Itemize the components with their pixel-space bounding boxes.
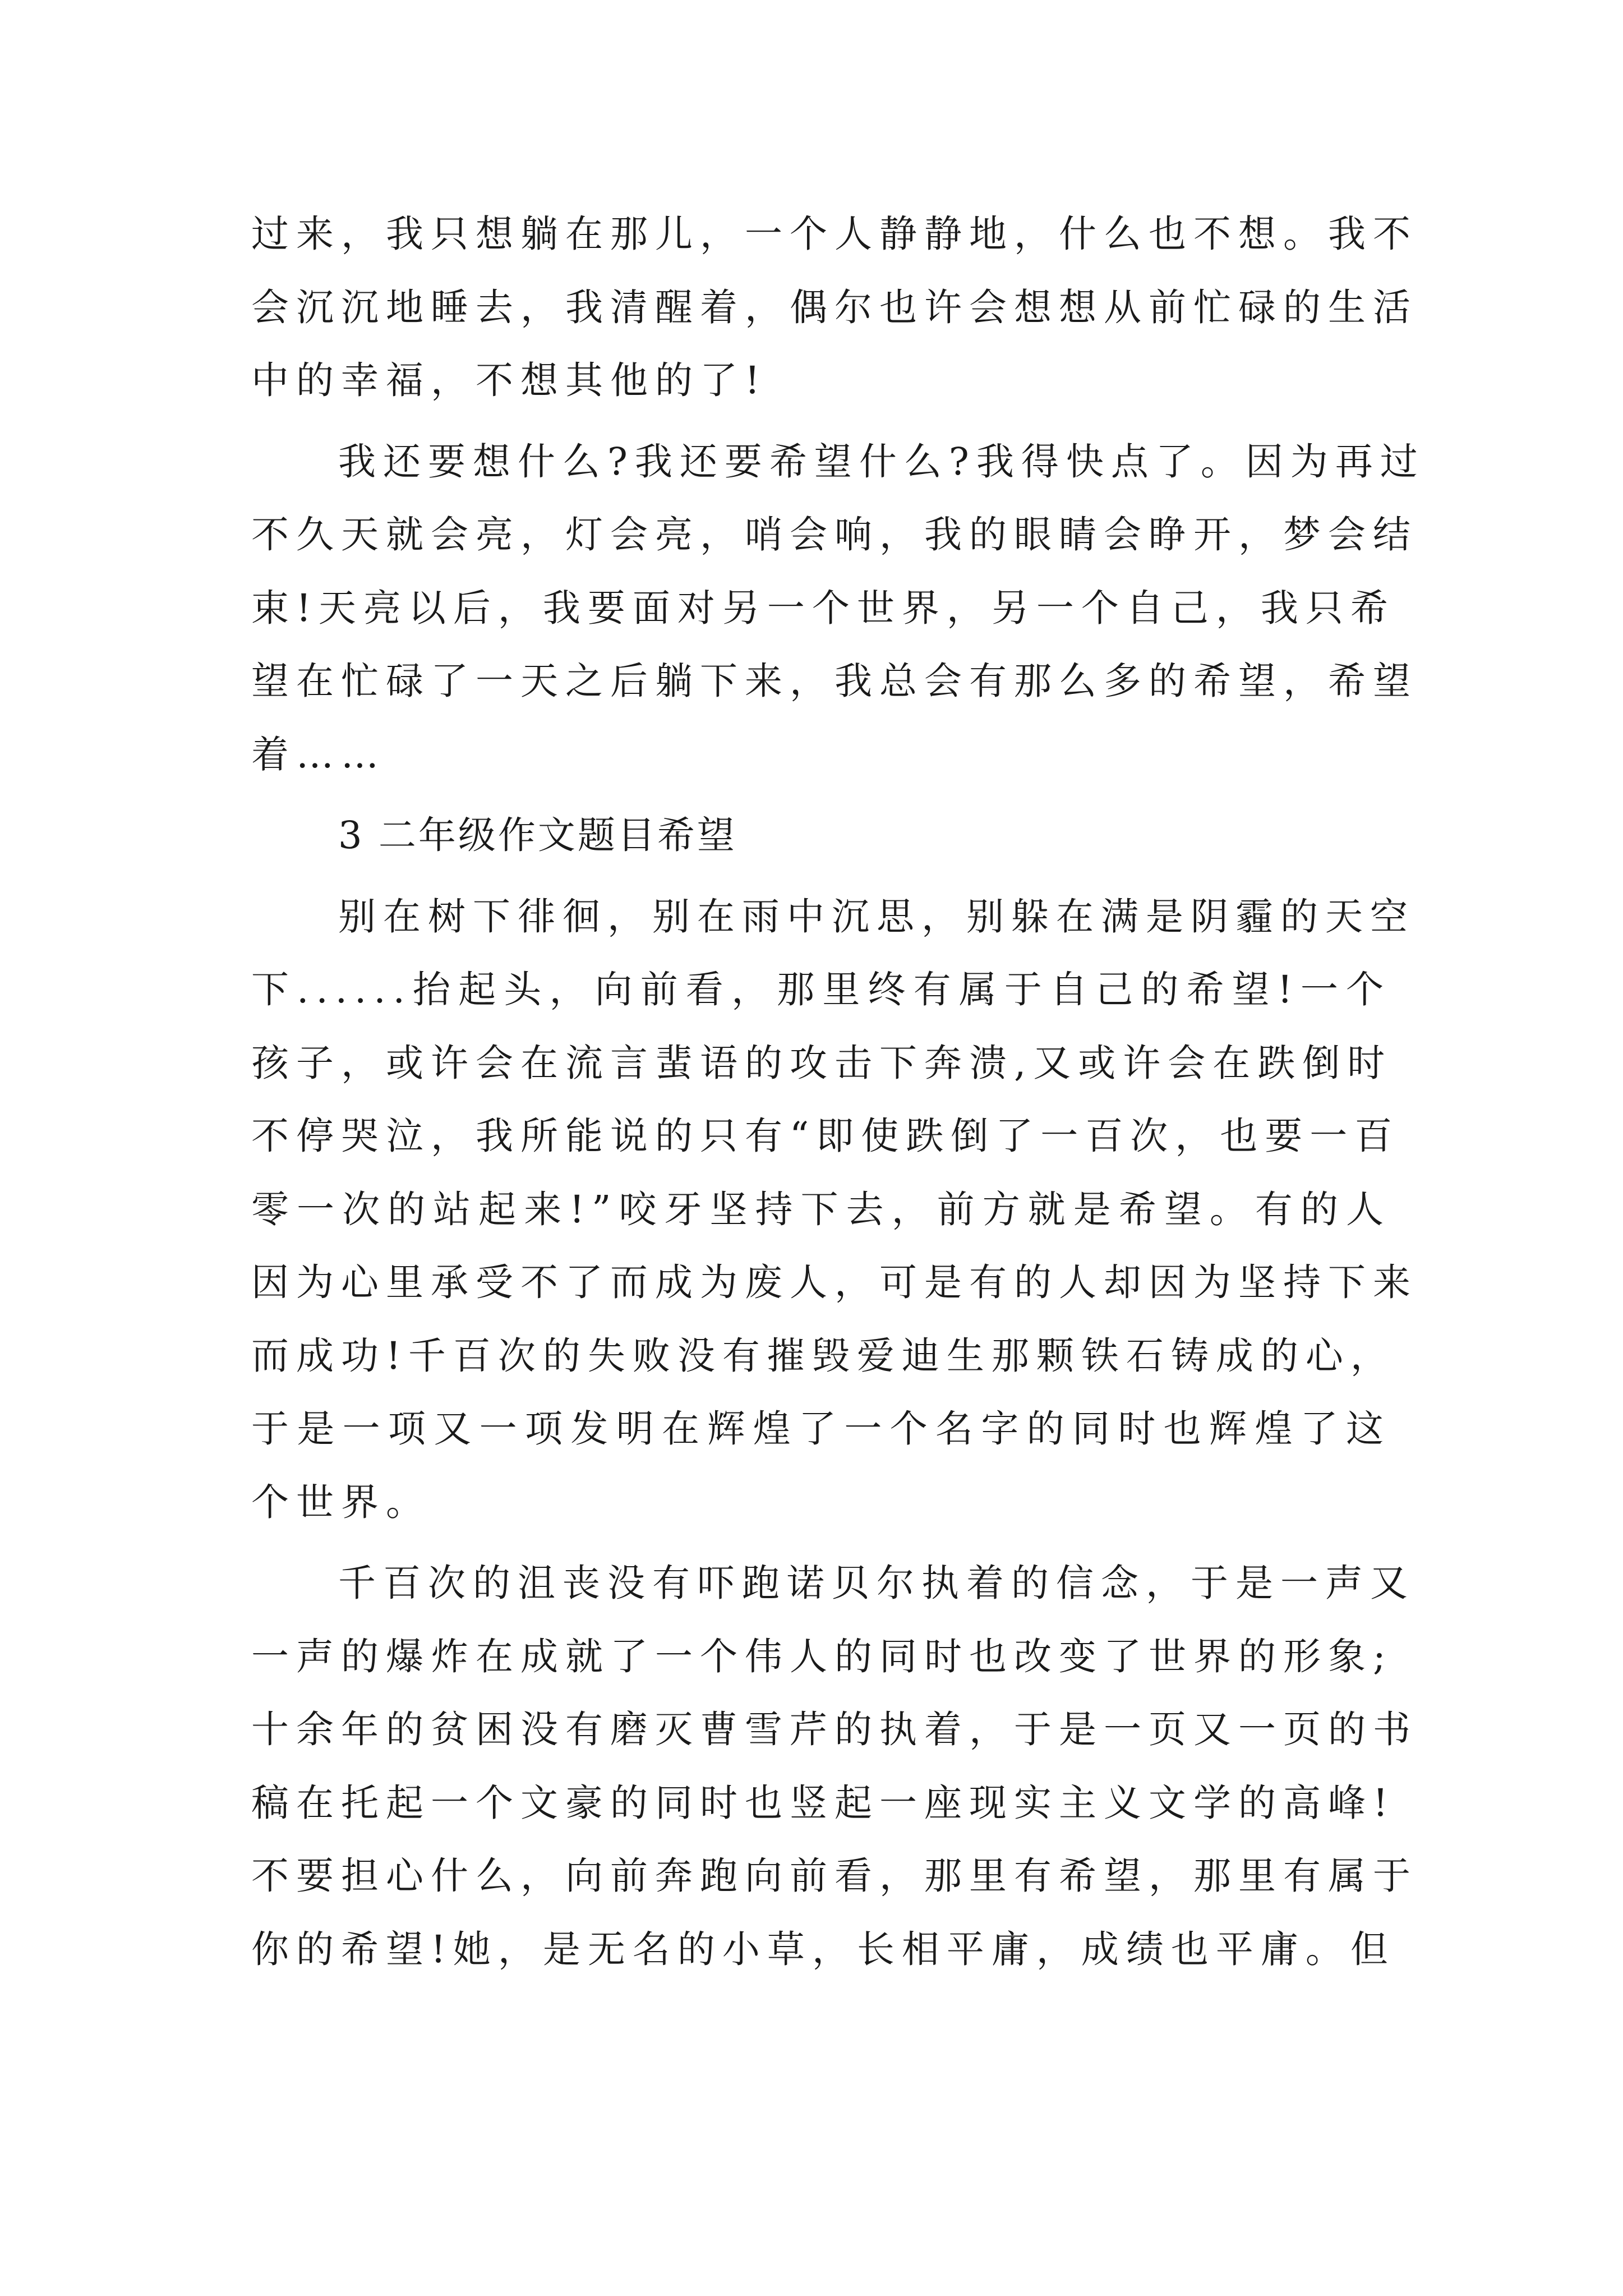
text-line: 稿在托起一个文豪的同时也竖起一座现实主义文学的高峰!	[251, 1780, 1395, 1825]
text-line: 一声的爆炸在成就了一个伟人的同时也改变了世界的形象;	[251, 1634, 1393, 1678]
section-heading	[251, 799, 1391, 872]
text-line: 你的希望!她，是无名的小草，长相平庸，成绩也平庸。但	[251, 1927, 1395, 1971]
text-line: 过来，我只想躺在那儿，一个人静静地，什么也不想。我不	[251, 212, 1418, 256]
text-line: 而成功!千百次的失败没有摧毁爱迪生那颗铁石铸成的心，	[251, 1333, 1395, 1378]
text-line: 不停哭泣，我所能说的只有“即使跌倒了一百次，也要一百	[251, 1114, 1400, 1158]
document-body	[251, 197, 1425, 1986]
paragraph	[251, 880, 1418, 1539]
paragraph	[251, 425, 1425, 792]
text-line: 着……	[251, 732, 386, 776]
text-line: 零一次的站起来!”咬牙坚持下去，前方就是希望。有的人	[251, 1187, 1391, 1231]
text-line: 望在忙碌了一天之后躺下来，我总会有那么多的希望，希望	[251, 659, 1418, 703]
text-line: 不要担心什么，向前奔跑向前看，那里有希望，那里有属于	[251, 1854, 1418, 1898]
text-line: 中的幸福，不想其他的了!	[251, 358, 767, 402]
paragraph	[251, 197, 1418, 417]
text-line: 因为心里承受不了而成为废人，可是有的人却因为坚持下来	[251, 1260, 1418, 1304]
text-line: 别在树下徘徊，别在雨中沉思，别躲在满是阴霾的天空	[338, 894, 1415, 938]
text-line: 孩子，或许会在流言蜚语的攻击下奔溃,又或许会在跌倒时	[251, 1041, 1393, 1085]
text-line: 会沉沉地睡去，我清醒着，偶尔也许会想想从前忙碌的生活	[251, 285, 1418, 329]
text-line: 十余年的贫困没有磨灭曹雪芹的执着，于是一页又一页的书	[251, 1708, 1418, 1751]
text-line: 个世界。	[251, 1480, 431, 1524]
text-line: 于是一项又一项发明在辉煌了一个名字的同时也辉煌了这	[251, 1407, 1391, 1451]
text-line: 下......抬起头，向前看，那里终有属于自己的希望!一个	[251, 968, 1391, 1011]
text-line: 千百次的沮丧没有吓跑诺贝尔执着的信念，于是一声又	[338, 1561, 1415, 1605]
paragraph	[251, 1547, 1418, 1986]
text-line: 我还要想什么?我还要希望什么?我得快点了。因为再过	[338, 439, 1425, 484]
section-heading-text: 3 二年级作文题目希望	[338, 813, 737, 857]
text-line: 束!天亮以后，我要面对另一个世界，另一个自己，我只希	[251, 586, 1395, 630]
text-line: 不久天就会亮，灯会亮，哨会响，我的眼睛会睁开，梦会结	[251, 513, 1418, 556]
